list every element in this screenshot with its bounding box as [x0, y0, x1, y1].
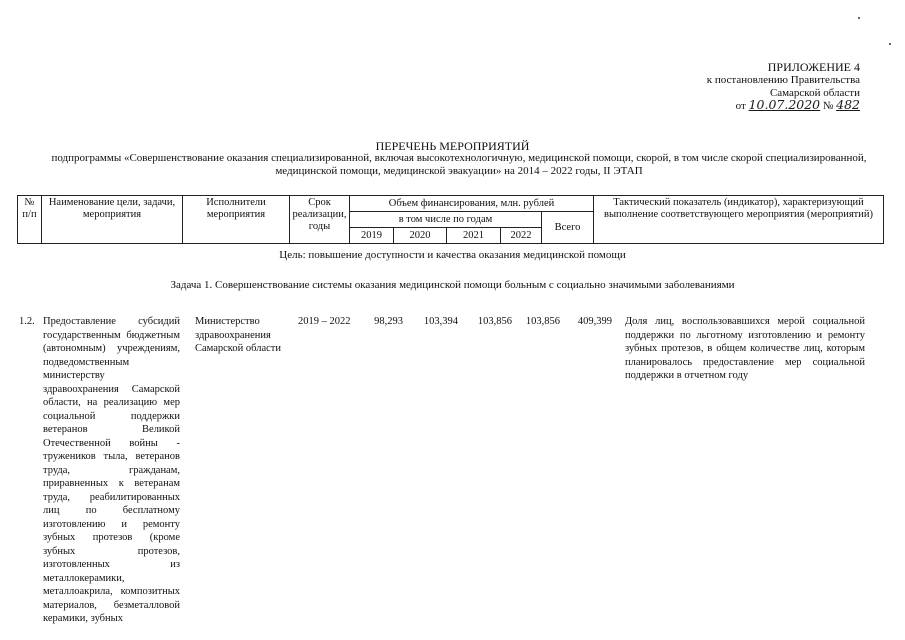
header-total: Всего	[542, 212, 594, 244]
subtitle-line-1: подпрограммы «Совершенствование оказания специализированной, включая высокотехнологичную, медицинской помощи, скорой, в том числе скорой специализированной,	[51, 152, 867, 164]
row-value-2020: 103,394	[423, 316, 458, 327]
date-prefix: от	[735, 100, 746, 112]
header-financing: Объем финансирования, млн. рублей	[350, 196, 594, 212]
document-title: ПЕРЕЧЕНЬ МЕРОПРИЯТИЙ	[375, 139, 530, 153]
header-year-2021: 2021	[447, 228, 501, 244]
appendix-line-2: Самарской области	[769, 86, 860, 99]
row-total: 409,399	[577, 316, 612, 327]
header-year-2022: 2022	[501, 228, 542, 244]
row-executor: Министерство здравоохранения Самарской области	[195, 316, 281, 354]
header-num: № п/п	[18, 196, 42, 244]
scan-speck	[889, 43, 891, 45]
row-measure-name: Предоставление субсидий государственным бюджетным (автономным) учреждениям, подведомственным министерству здравоохранения Самарской области, на реализацию мер социальной поддержки ветеранов Великой Отечественной войны - тружеников тыла, ветеранов труда, гражданам, приравненных к ветеранам труда, реабилитированных лиц по бесплатному изготовлению и ремонту зубных протезов (кроме зубных протезов, изготовленных из металлокерамики, металлоакрила, композитных материалов, безметалловой керамики, зубных	[43, 316, 180, 624]
goal-line: Цель: повышение доступности и качества оказания медицинской помощи	[279, 249, 626, 261]
header-indicator: Тактический показатель (индикатор), характеризующий выполнение соответствующего мероприятия (мероприятий)	[594, 196, 884, 244]
appendix-title: ПРИЛОЖЕНИЕ 4	[767, 60, 860, 74]
row-number: 1.2.	[19, 316, 35, 327]
row-indicator: Доля лиц, воспользовавшихся мерой социальной поддержки по льготному изготовлению и ремонту зубных протезов, в общем количестве лиц, которым планировалось предоставление мер социальной поддержки в отчетном году	[625, 316, 865, 381]
header-term: Срок реализации, годы	[290, 196, 350, 244]
header-by-years: в том числе по годам	[350, 212, 542, 228]
number-prefix: №	[822, 100, 834, 112]
row-value-2021: 103,856	[477, 316, 512, 327]
measures-table-header	[17, 195, 884, 244]
header-name: Наименование цели, задачи, мероприятия	[42, 196, 183, 244]
appendix-block	[640, 60, 860, 113]
row-value-2022: 103,856	[525, 316, 560, 327]
task-line: Задача 1. Совершенствование системы оказания медицинской помощи больным с социально значимыми заболеваниями	[170, 279, 735, 291]
header-year-2020: 2020	[394, 228, 447, 244]
scan-speck	[858, 17, 860, 19]
row-term: 2019 – 2022	[298, 316, 351, 327]
header-executors: Исполнители мероприятия	[183, 196, 290, 244]
appendix-date-line	[640, 99, 860, 113]
appendix-line-1: к постановлению Правительства	[706, 74, 860, 86]
header-year-2019: 2019	[350, 228, 394, 244]
handwritten-number: 482	[836, 97, 860, 112]
subtitle-line-2: медицинской помощи, медицинской эвакуации» на 2014 – 2022 годы, II ЭТАП	[275, 165, 643, 177]
row-value-2019: 98,293	[374, 316, 403, 327]
handwritten-date: 10.07.2020	[748, 97, 821, 112]
document-subtitle	[40, 152, 878, 178]
